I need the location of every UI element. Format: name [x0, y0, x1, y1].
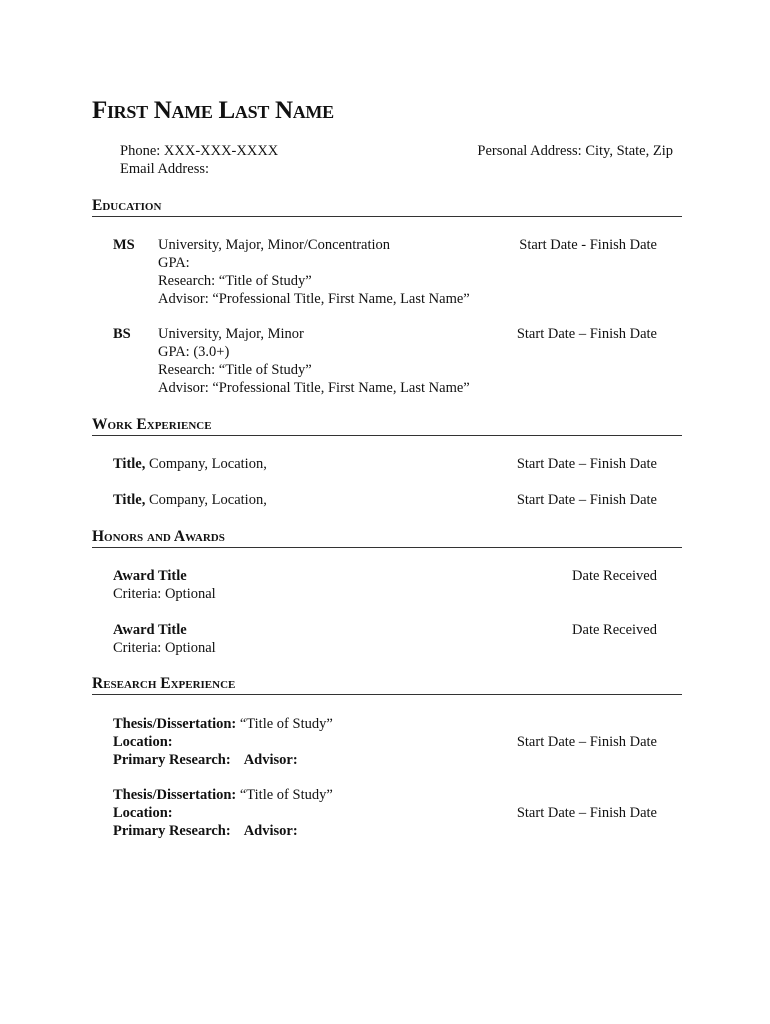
- award-entry: [113, 621, 216, 657]
- research-primary-line: [113, 751, 333, 769]
- phone-line: Phone: XXX-XXX-XXXX: [120, 143, 279, 159]
- education-advisor: Advisor: “Professional Title, First Name, Last Name”: [158, 380, 470, 396]
- work-entry: [113, 455, 267, 473]
- email-line: Email Address:: [120, 161, 210, 177]
- work-entry: [113, 491, 267, 509]
- award-criteria: Criteria: Optional: [113, 640, 216, 656]
- award-title: Award Title: [113, 622, 187, 638]
- advisor-label: Advisor:: [243, 823, 298, 839]
- education-institution: University, Major, Minor/Concentration: [158, 237, 391, 253]
- work-title: Title,: [113, 492, 146, 508]
- research-thesis-line: [113, 715, 333, 733]
- work-dates: Start Date – Finish Date: [516, 492, 657, 508]
- research-heading: Research Experience: [92, 675, 236, 692]
- education-research: Research: “Title of Study”: [158, 273, 312, 289]
- degree-label: BS: [113, 326, 131, 342]
- thesis-label: Thesis/Dissertation:: [113, 716, 237, 732]
- address-line: Personal Address: City, State, Zip: [477, 143, 673, 159]
- work-rule: [92, 435, 682, 436]
- primary-research-label: Primary Research:: [113, 823, 231, 839]
- education-dates: Start Date – Finish Date: [516, 326, 657, 342]
- award-entry: [113, 567, 216, 603]
- education-institution: University, Major, Minor: [158, 326, 304, 342]
- primary-research-label: Primary Research:: [113, 752, 231, 768]
- work-company: Company, Location,: [145, 456, 267, 472]
- resume-name: First Name Last Name: [92, 97, 334, 124]
- research-dates: Start Date – Finish Date: [516, 734, 657, 750]
- research-entry: [113, 786, 333, 840]
- location-label: Location:: [113, 805, 173, 821]
- research-dates: Start Date – Finish Date: [516, 805, 657, 821]
- work-heading: Work Experience: [92, 416, 212, 433]
- thesis-value: “Title of Study”: [236, 787, 333, 803]
- education-rule: [92, 216, 682, 217]
- work-dates: Start Date – Finish Date: [516, 456, 657, 472]
- work-title: Title,: [113, 456, 146, 472]
- research-thesis-line: [113, 786, 333, 804]
- work-company: Company, Location,: [145, 492, 267, 508]
- education-dates: Start Date - Finish Date: [519, 237, 657, 253]
- location-label: Location:: [113, 734, 173, 750]
- education-heading: Education: [92, 197, 162, 214]
- research-entry: [113, 715, 333, 769]
- degree-label: MS: [113, 237, 135, 253]
- education-gpa: GPA: (3.0+): [158, 344, 230, 360]
- thesis-value: “Title of Study”: [236, 716, 333, 732]
- education-research: Research: “Title of Study”: [158, 362, 312, 378]
- education-entry: [158, 325, 470, 397]
- advisor-label: Advisor:: [243, 752, 298, 768]
- award-date: Date Received: [572, 568, 657, 584]
- research-rule: [92, 694, 682, 695]
- education-advisor: Advisor: “Professional Title, First Name, Last Name”: [158, 291, 470, 307]
- research-primary-line: [113, 822, 333, 840]
- thesis-label: Thesis/Dissertation:: [113, 787, 237, 803]
- award-date: Date Received: [572, 622, 657, 638]
- honors-rule: [92, 547, 682, 548]
- education-gpa: GPA:: [158, 255, 190, 271]
- award-title: Award Title: [113, 568, 187, 584]
- education-entry: [158, 236, 470, 308]
- honors-heading: Honors and Awards: [92, 528, 225, 545]
- award-criteria: Criteria: Optional: [113, 586, 216, 602]
